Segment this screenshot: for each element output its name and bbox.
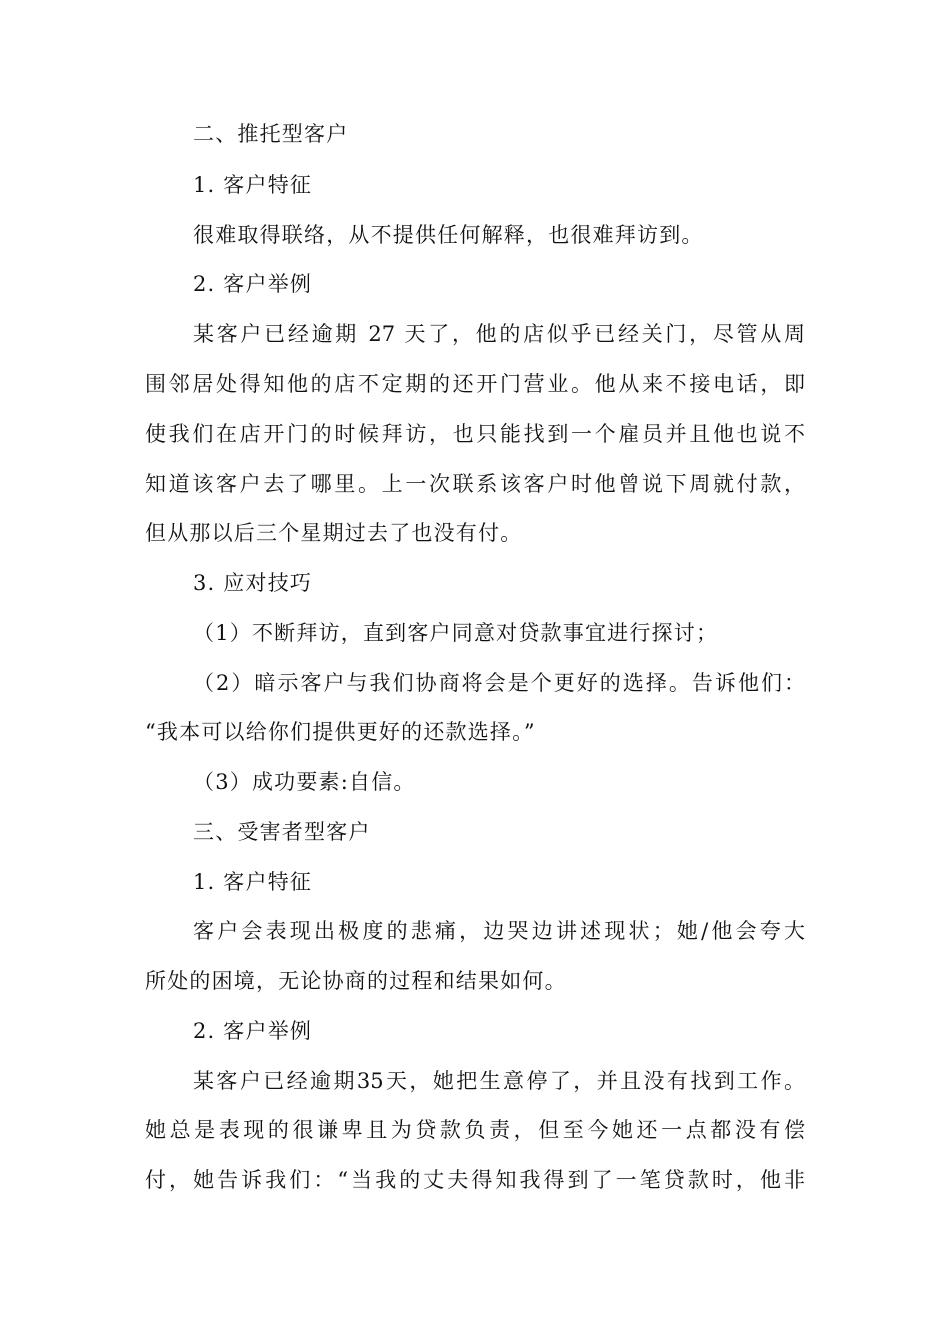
paragraph-example-line-5: 但从那以后三个星期过去了也没有付。	[145, 521, 523, 545]
technique-item-3: （3）成功要素:自信。	[193, 770, 416, 794]
technique-item-1: （1）不断拜访，直到客户同意对贷款事宜进行探讨；	[193, 621, 719, 645]
paragraph-example-line-4: 知道该客户去了哪里。上一次联系该客户时他曾说下周就付款，	[145, 472, 805, 496]
subheading-example-2: 2. 客户举例	[193, 1019, 313, 1043]
section-heading-2: 二、推托型客户	[193, 122, 349, 146]
paragraph-example-2-line-1: 某客户已经逾期35天，她把生意停了，并且没有找到工作。	[193, 1069, 805, 1093]
technique-item-2-line-2: “我本可以给你们提供更好的还款选择。”	[145, 720, 536, 744]
section-heading-3: 三、受害者型客户	[193, 820, 371, 844]
subheading-techniques: 3. 应对技巧	[193, 571, 313, 595]
subheading-example: 2. 客户举例	[193, 272, 313, 296]
paragraph-example-2-line-2: 她总是表现的很谦卑且为贷款负责，但至今她还一点都没有偿	[145, 1118, 805, 1142]
paragraph-example-line-3: 使我们在店开门的时候拜访，也只能找到一个雇员并且他也说不	[145, 422, 805, 446]
subheading-characteristics: 1. 客户特征	[193, 173, 313, 197]
paragraph-example-2-line-3: 付，她告诉我们：“当我的丈夫得知我得到了一笔贷款时，他非	[145, 1168, 805, 1192]
paragraph-characteristics-2-line-2: 所处的困境，无论协商的过程和结果如何。	[145, 969, 567, 993]
paragraph-characteristics: 很难取得联络，从不提供任何解释，也很难拜访到。	[193, 223, 704, 247]
paragraph-example-line-1: 某客户已经逾期 27 天了，他的店似乎已经关门，尽管从周	[193, 322, 805, 346]
subheading-characteristics-2: 1. 客户特征	[193, 870, 313, 894]
technique-item-2-line-1: （2）暗示客户与我们协商将会是个更好的选择。告诉他们：	[193, 671, 805, 695]
paragraph-characteristics-2-line-1: 客户会表现出极度的悲痛，边哭边讲述现状；她/他会夸大	[193, 919, 805, 943]
paragraph-example-line-2: 围邻居处得知他的店不定期的还开门营业。他从来不接电话，即	[145, 372, 805, 396]
